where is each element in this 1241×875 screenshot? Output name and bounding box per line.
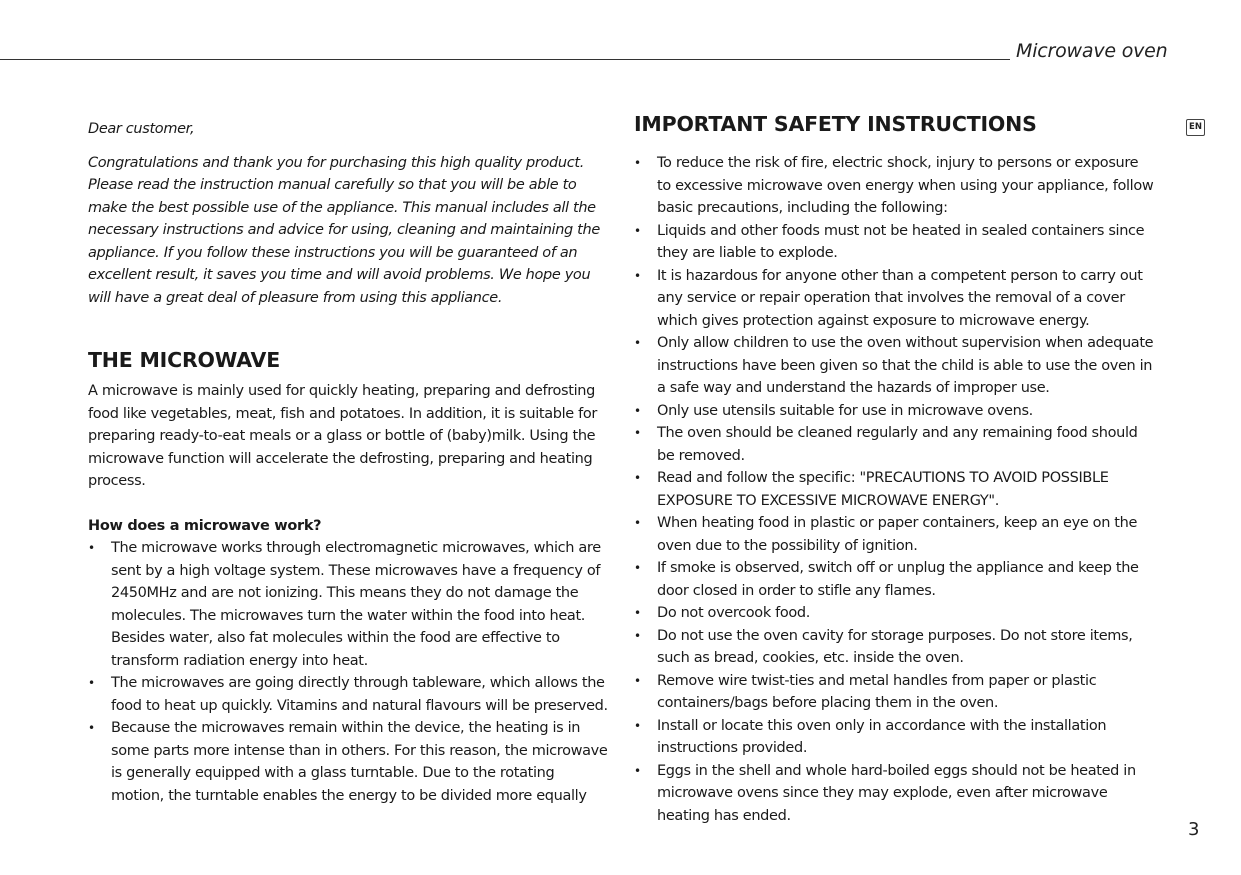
- bullet-icon: •: [634, 516, 641, 530]
- list-item: [88, 717, 608, 807]
- list-item-text: To reduce the risk of fire, electric shock, injury to persons or exposure to excessive microwave oven energy when using your appliance, follow basic precautions, including the following:: [657, 155, 1154, 216]
- list-item-text: The microwave works through electromagnetic microwaves, which are sent by a high voltage system. These microwaves have a frequency of 2450MHz and are not ionizing. This means they do not damage the molecules. The microwaves turn the water within the food into heat. Besides water, also fat molecules within the food are effective to transform radiation energy into heat.: [111, 540, 601, 669]
- list-item: [634, 220, 1156, 265]
- bullet-icon: •: [634, 763, 641, 778]
- left-column: [88, 118, 608, 807]
- bullet-icon: •: [634, 561, 641, 575]
- list-item-text: Install or locate this oven only in accordance with the installation instructions provided.: [657, 717, 1107, 756]
- bullet-icon: •: [634, 628, 641, 643]
- list-item: [634, 715, 1156, 760]
- bullet-icon: •: [634, 673, 641, 688]
- list-item-text: Do not use the oven cavity for storage purposes. Do not store items, such as bread, cookies, etc. inside the oven.: [657, 627, 1133, 666]
- list-item-text: The oven should be cleaned regularly and any remaining food should be removed.: [657, 425, 1138, 464]
- bullet-icon: •: [88, 676, 95, 690]
- bullet-icon: •: [634, 426, 641, 440]
- list-item-text: Only use utensils suitable for use in microwave ovens.: [657, 402, 1033, 419]
- list-item: [634, 512, 1156, 557]
- list-item: [634, 557, 1156, 602]
- intro-paragraph: Congratulations and thank you for purchasing this high quality product. Please read the instruction manual carefully so that you will be able to make the best possible use of the appliance. This manual includes all the necessary instructions and advice for using, cleaning and maintaining the appliance. If you follow these instructions you will be guaranteed of an excellent result, it saves you time and will avoid problems. We hope you will have a great deal of pleasure from using this appliance.: [88, 154, 600, 306]
- list-item: [88, 537, 608, 672]
- section-title-microwave: THE MICROWAVE: [88, 348, 280, 372]
- list-item: [634, 467, 1156, 512]
- list-item-text: Read and follow the specific: "PRECAUTIONS TO AVOID POSSIBLE EXPOSURE TO EXCESSIVE MICROWAVE ENERGY".: [657, 470, 1109, 509]
- bullet-icon: •: [88, 541, 95, 555]
- bullet-icon: •: [634, 156, 641, 170]
- list-item: [634, 152, 1156, 220]
- list-item: [634, 400, 1156, 423]
- safety-instructions-list: [634, 152, 1156, 827]
- how-it-works-list: [88, 537, 608, 807]
- bullet-icon: •: [634, 223, 641, 238]
- list-item: [634, 602, 1156, 625]
- list-item: [634, 760, 1156, 828]
- header-rule: [0, 59, 1010, 60]
- page-number: 3: [1188, 819, 1200, 840]
- list-item-text: If smoke is observed, switch off or unplug the appliance and keep the door closed in order to stifle any flames.: [657, 560, 1139, 599]
- list-item: [634, 422, 1156, 467]
- list-item-text: When heating food in plastic or paper containers, keep an eye on the oven due to the possibility of ignition.: [657, 515, 1138, 554]
- bullet-icon: •: [634, 336, 641, 350]
- how-it-works-heading: How does a microwave work?: [88, 517, 322, 534]
- bullet-icon: •: [634, 718, 641, 733]
- list-item: [634, 625, 1156, 670]
- list-item-text: Only allow children to use the oven without supervision when adequate instructions have been given so that the child is able to use the oven in a safe way and understand the hazards of improper use.: [657, 335, 1154, 396]
- bullet-icon: •: [634, 606, 641, 620]
- greeting: Dear customer,: [88, 121, 195, 137]
- list-item: [634, 670, 1156, 715]
- list-item: [634, 332, 1156, 400]
- list-item-text: It is hazardous for anyone other than a competent person to carry out any service or repair operation that involves the removal of a cover which gives protection against exposure to microwave energy.: [657, 267, 1143, 329]
- list-item-text: Eggs in the shell and whole hard-boiled eggs should not be heated in microwave ovens since they may explode, even after microwave heating has ended.: [657, 762, 1136, 824]
- list-item-text: The microwaves are going directly through tableware, which allows the food to heat up quickly. Vitamins and natural flavours will be preserved.: [111, 675, 608, 714]
- list-item-text: Liquids and other foods must not be heated in sealed containers since they are liable to explode.: [657, 222, 1145, 261]
- language-badge: EN: [1186, 119, 1205, 136]
- bullet-icon: •: [634, 403, 641, 418]
- list-item-text: Because the microwaves remain within the device, the heating is in some parts more intense than in others. For this reason, the microwave is generally equipped with a glass turntable. Due to the rotating motion, the turntable enables the energy to be divided more equally: [111, 720, 608, 804]
- list-item: [88, 672, 608, 717]
- list-item-text: Remove wire twist-ties and metal handles from paper or plastic containers/bags before placing them in the oven.: [657, 672, 1097, 711]
- list-item: [634, 265, 1156, 333]
- bullet-icon: •: [634, 471, 641, 485]
- microwave-description: A microwave is mainly used for quickly heating, preparing and defrosting food like vegetables, meat, fish and potatoes. In addition, it is suitable for preparing ready-to-eat meals or a glass or bottle of (baby)milk. Using the microwave function will accelerate the defrosting, preparing and heating process.: [88, 383, 598, 489]
- right-column: [634, 112, 1156, 827]
- bullet-icon: •: [88, 721, 95, 735]
- bullet-icon: •: [634, 268, 641, 283]
- section-title-safety: IMPORTANT SAFETY INSTRUCTIONS: [634, 112, 1037, 136]
- header-title: Microwave oven: [1016, 40, 1168, 62]
- list-item-text: Do not overcook food.: [657, 605, 811, 621]
